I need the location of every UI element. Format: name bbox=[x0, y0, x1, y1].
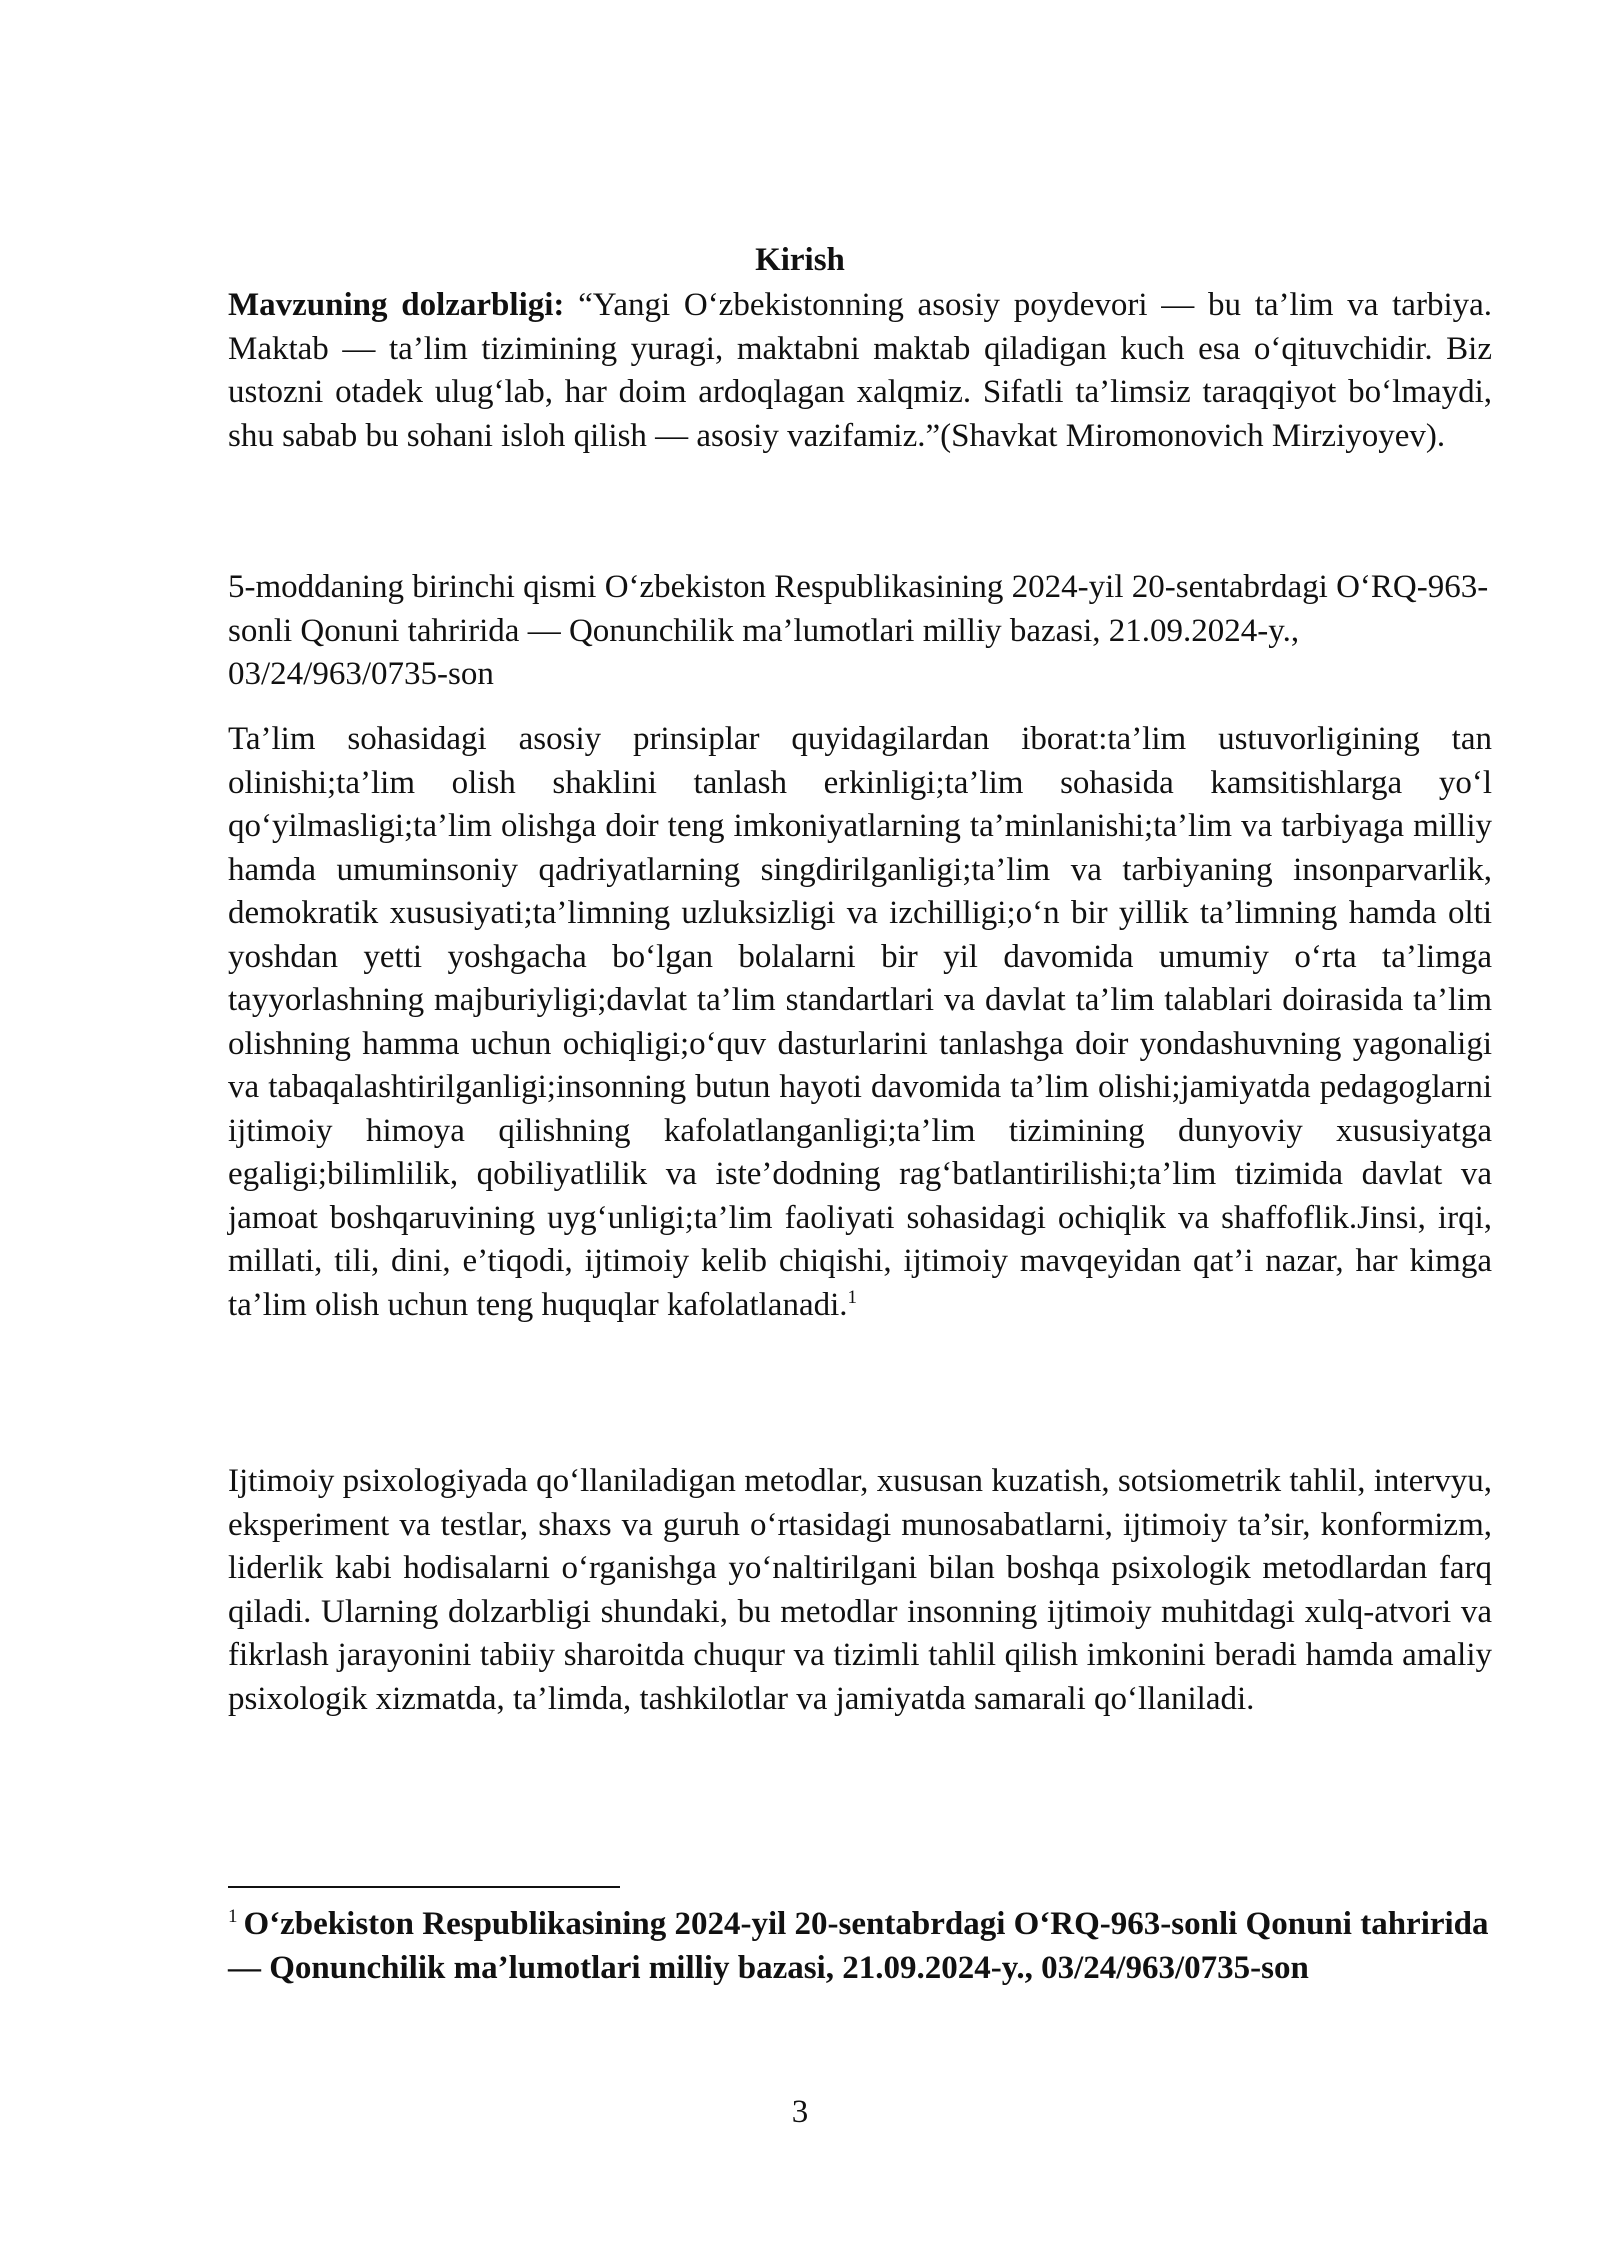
intro-label: Mavzuning dolzarbligi: bbox=[228, 287, 565, 323]
principles-text: Ta’lim sohasidagi asosiy prinsiplar quyidagilardan iborat:ta’lim ustuvorligining tan olinishi;ta’lim olish shaklini tanlash erkinligi;ta’lim sohasida kamsitishlarga yo‘l qo‘yilmasligi;ta’lim olishga doir teng imkoniyatlarning ta’minlanishi;ta’lim va tarbiyaga milliy hamda umuminsoniy qadriyatlarning singdirilganligi;ta’lim va tarbiyaning insonparvarlik, demokratik xususiyati;ta’limning uzluksizligi va izchilligi;o‘n bir yillik ta’limning hamda olti yoshdan yetti yoshgacha bo‘lgan bolalarni bir yil davomida umumiy o‘rta ta’limga tayyorlashning majburiyligi;davlat ta’lim standartlari va davlat ta’lim talablari doirasida ta’lim olishning hamma uchun ochiqligi;o‘quv dasturlarini tanlashga doir yondashuvning yagonaligi va tabaqalashtirilganligi;insonning butun hayoti davomida ta’lim olishi;jamiyatda pedagoglarni ijtimoiy himoya qilishning kafolatlanganligi;ta’lim tizimining dunyoviy xususiyatga egaligi;bilimlilik, qobiliyatlilik va iste’dodning rag‘batlantirilishi;ta’lim tizimida davlat va jamoat boshqaruvining uyg‘unligi;ta’lim faoliyati sohasidagi ochiqlik va shaffoflik.Jinsi, irqi, millati, tili, dini, e’tiqodi, ijtimoiy kelib chiqishi, ijtimoiy mavqeyidan qat’i nazar, har kimga ta’lim olish uchun teng huquqlar kafolatlanadi. bbox=[228, 721, 1492, 1323]
intro-quote: “Yangi O‘zbekistonning asosiy poydevori — bu ta’lim va tarbiya. Maktab — ta’lim tizimining yuragi, maktabni maktab qiladigan kuch esa o‘qituvchidir. Biz ustozni otadek ulug‘lab, har doim ardoqlagan xalqmiz. Sifatli ta’limsiz taraqqiyot bo‘lmaydi, shu sabab bu sohani isloh qilish — asosiy vazifamiz.”(Shavkat Miromonovich Mirziyoyev). bbox=[228, 287, 1493, 454]
section-title: Kirish bbox=[755, 242, 845, 278]
page-number: 3 bbox=[791, 2094, 809, 2130]
footnote bbox=[228, 1903, 1492, 1990]
footnote-text: O‘zbekiston Respublikasining 2024-yil 20-sentabrdagi O‘RQ-963-sonli Qonuni tahririda — Qonunchilik ma’lumotlari milliy bazasi, 21.09.2024-y., 03/24/963/0735-son bbox=[228, 1906, 1489, 1986]
footnote-number: 1 bbox=[228, 1906, 238, 1927]
intro-paragraph bbox=[228, 284, 1492, 458]
footnote-reference[interactable]: 1 bbox=[847, 1286, 858, 1308]
law-paragraph: 5-moddaning birinchi qismi O‘zbekiston Respublikasining 2024-yil 20-sentabrdagi O‘RQ-963-sonli Qonuni tahririda — Qonunchilik ma’lumotlari milliy bazasi, 21.09.2024-y., 03/24/963/0735-son bbox=[228, 569, 1489, 692]
principles-paragraph bbox=[228, 718, 1492, 1327]
footnote-separator bbox=[228, 1886, 620, 1888]
psychology-paragraph: Ijtimoiy psixologiyada qo‘llaniladigan metodlar, xususan kuzatish, sotsiometrik tahlil, intervyu, eksperiment va testlar, shaxs va guruh o‘rtasidagi munosabatlarni, ijtimoiy ta’sir, konformizm, liderlik kabi hodisalarni o‘rganishga yo‘naltirilgani bilan boshqa psixologik metodlardan farq qiladi. Ularning dolzarbligi shundaki, bu metodlar insonning ijtimoiy muhitdagi xulq-atvori va fikrlash jarayonini tabiiy sharoitda chuqur va tizimli tahlil qilish imkonini beradi hamda amaliy psixologik xizmatda, ta’limda, tashkilotlar va jamiyatda samarali qo‘llaniladi. bbox=[228, 1463, 1492, 1717]
